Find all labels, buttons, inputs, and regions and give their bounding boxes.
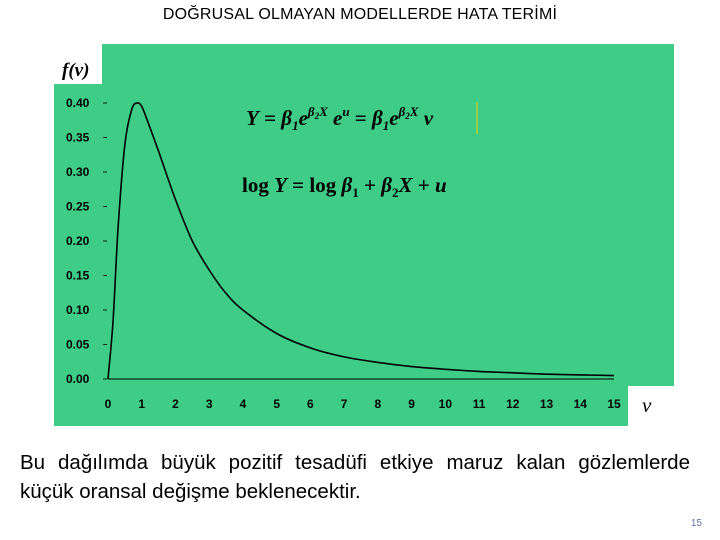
x-tick-label: 6 bbox=[307, 397, 314, 411]
x-tick-label: 2 bbox=[172, 397, 179, 411]
x-tick-label: 12 bbox=[506, 397, 520, 411]
body-text: Bu dağılımda büyük pozitif tesadüfi etkiye maruz kalan gözlemlerde küçük oransal değişme beklenecektir. bbox=[20, 451, 690, 503]
x-tick-label: 10 bbox=[438, 397, 453, 411]
y-tick-label: 0.40 bbox=[66, 96, 90, 110]
density-curve bbox=[108, 103, 614, 379]
y-tick-group bbox=[66, 96, 107, 386]
x-tick-group bbox=[105, 397, 621, 411]
x-tick-label: 1 bbox=[138, 397, 146, 411]
equation-2: $\log Y = \log \beta_1 + \beta_2X + u$ bbox=[242, 173, 447, 200]
x-axis-label: v bbox=[642, 393, 652, 417]
slide-title: DOĞRUSAL OLMAYAN MODELLERDE HATA TERİMİ bbox=[162, 6, 558, 23]
x-tick-label: 0 bbox=[104, 397, 112, 411]
x-tick-label: 5 bbox=[273, 397, 281, 411]
y-tick-label: 0.00 bbox=[66, 372, 90, 386]
x-tick-label: 8 bbox=[374, 397, 382, 411]
x-tick-label: 11 bbox=[472, 397, 486, 411]
x-tick-label: 14 bbox=[573, 397, 587, 411]
x-tick-label: 15 bbox=[607, 397, 621, 411]
page-number: 15 bbox=[690, 518, 702, 529]
x-tick-label: 9 bbox=[408, 397, 415, 411]
y-tick-label: 0.10 bbox=[66, 303, 90, 317]
y-tick-label: 0.20 bbox=[66, 234, 90, 248]
x-tick-label: 3 bbox=[205, 397, 213, 411]
x-tick-label: 13 bbox=[539, 397, 554, 411]
equation-1: $Y = \beta_1e^\beta 2X$ $e^u = \beta_1e^\beta 2X$ v bbox=[246, 104, 434, 133]
y-tick-label: 0.05 bbox=[66, 337, 90, 352]
y-tick-label: 0.35 bbox=[66, 130, 90, 145]
x-tick-label: 7 bbox=[340, 397, 348, 411]
y-tick-label: 0.15 bbox=[66, 268, 90, 283]
y-axis-label: f(v) bbox=[62, 60, 90, 81]
x-tick-label: 4 bbox=[239, 397, 247, 411]
y-tick-label: 0.30 bbox=[66, 165, 90, 179]
chart-svg bbox=[54, 44, 674, 426]
chart-panel bbox=[54, 44, 674, 426]
y-tick-label: 0.25 bbox=[66, 199, 90, 214]
